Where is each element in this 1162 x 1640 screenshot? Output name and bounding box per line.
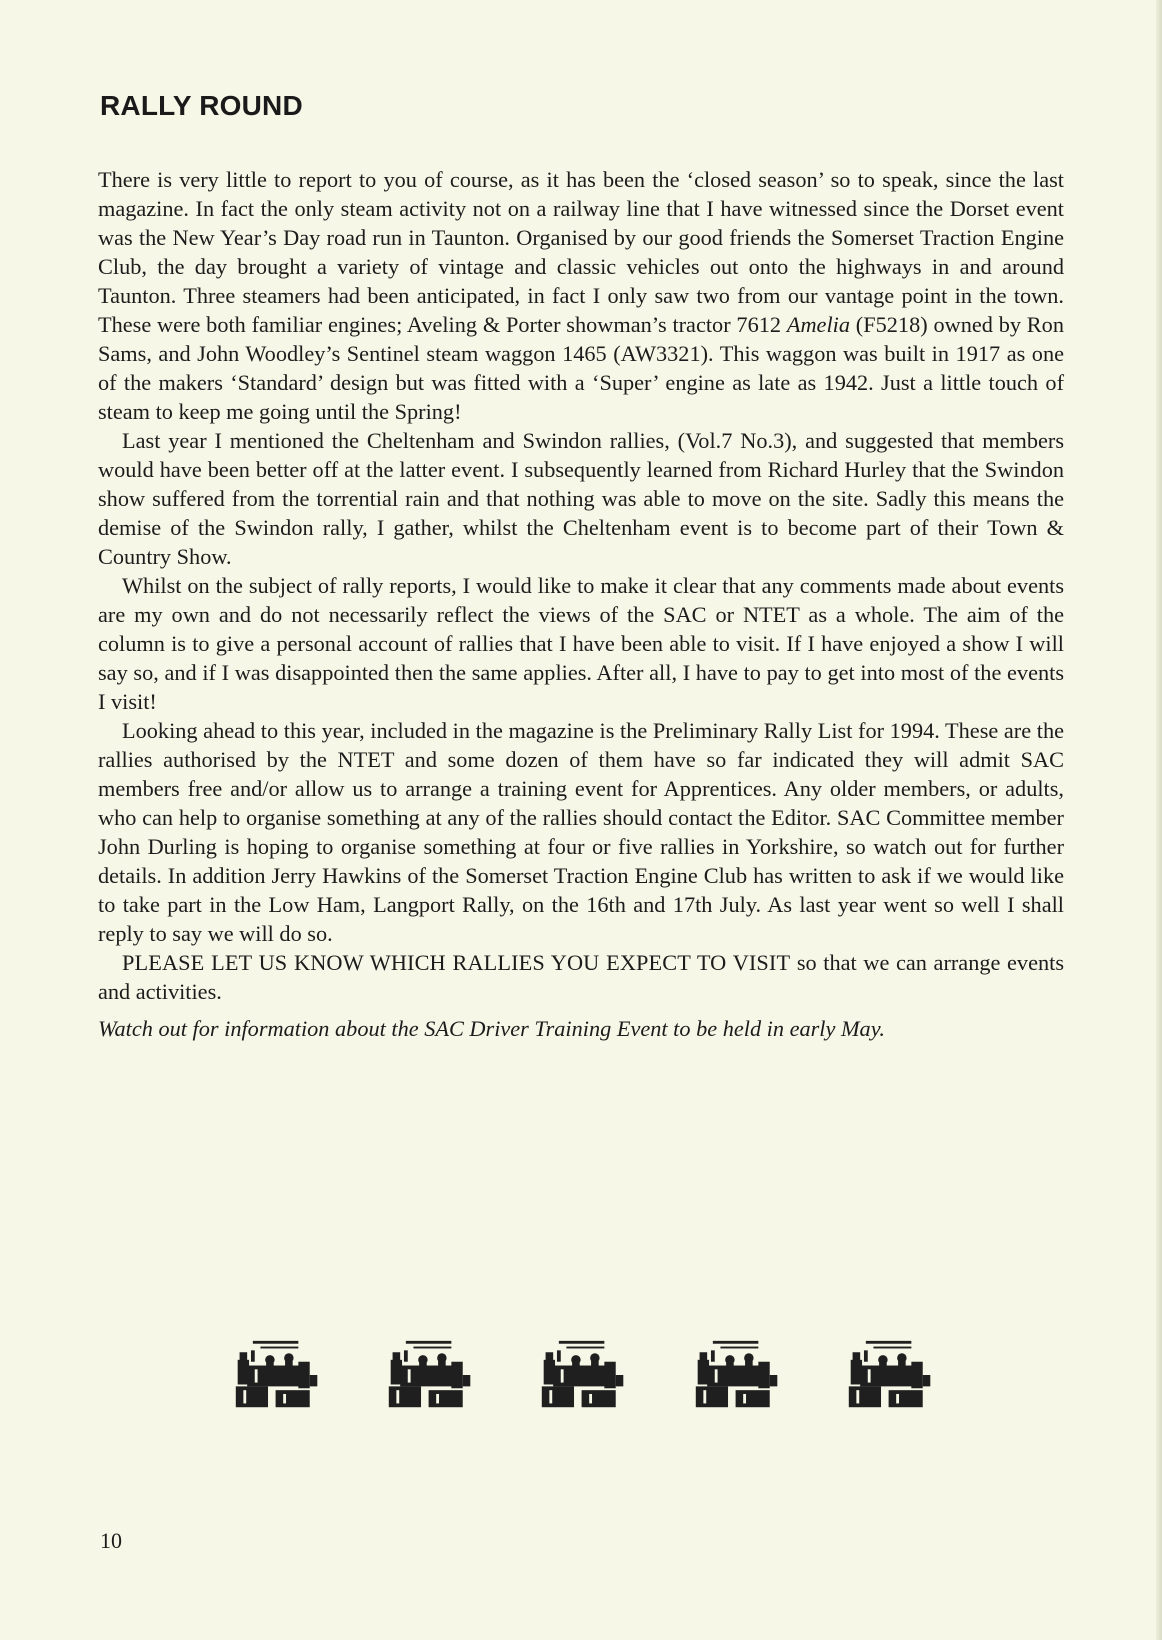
- engine-name: Amelia: [786, 312, 850, 337]
- paragraph-1-text-a: There is very little to report to you of course, as it has been the ‘closed season’ so to speak, since the last magazine. In fact the only steam activity not on a railway line that I have witnessed since the Dorset event was the New Year’s Day road run in Taunton. Organised by our good friends the Somerset Traction Engine Club, the day brought a variety of vintage and classic vehicles out onto the highways in and around Taunton. Three steamers had been anticipated, in fact I only saw two from our vantage point in the town. These were both familiar engines; Aveling & Porter showman’s tractor 7612: [98, 167, 1064, 337]
- paragraph-2: Last year I mentioned the Cheltenham and Swindon rallies, (Vol.7 No.3), and suggested that members would have been better off at the latter event. I subsequently learned from Richard Hurley that the Swindon show suffered from the torrential rain and that nothing was able to move on the site. Sadly this means the demise of the Swindon rally, I gather, whilst the Cheltenham event is to become part of their Town & Country Show.: [98, 428, 1064, 569]
- article-body: [98, 165, 1064, 1043]
- page-number: 10: [100, 1528, 122, 1553]
- paragraph-1: [98, 165, 1064, 426]
- paragraph-1-text-b: (F5218) owned by Ron Sams, and John Woodley’s Sentinel steam waggon 1465 (AW3321). This waggon was built in 1917 as one of the makers ‘Standard’ design but was fitted with a ‘Super’ engine as late as 1942. Just a little touch of steam to keep me going until the Spring!: [98, 312, 1064, 424]
- paragraph-3: Whilst on the subject of rally reports, I would like to make it clear that any comments made about events are my own and do not necessarily reflect the views of the SAC or NTET as a whole. The aim of the column is to give a personal account of rallies that I have been able to visit. If I have enjoyed a show I will say so, and if I was disappointed then the same applies. After all, I have to pay to get into most of the events I visit!: [98, 573, 1064, 714]
- traction-engine-icon: [845, 1335, 932, 1415]
- traction-engine-icon: [232, 1335, 319, 1415]
- page-edge-shadow: [1156, 0, 1162, 1640]
- paragraph-5-text: so that we can arrange events and activities.: [98, 950, 1064, 1004]
- traction-engine-icon: [538, 1335, 625, 1415]
- article-title: RALLY ROUND: [100, 90, 303, 121]
- traction-engine-row: [232, 1335, 932, 1415]
- paragraph-5: [98, 948, 1064, 1006]
- paragraph-5-caps: PLEASE LET US KNOW WHICH RALLIES YOU EXPECT TO VISIT: [122, 950, 791, 975]
- closing-note: Watch out for information about the SAC Driver Training Event to be held in early May.: [98, 1016, 885, 1041]
- traction-engine-icon: [692, 1335, 779, 1415]
- traction-engine-icon: [385, 1335, 472, 1415]
- paragraph-4: Looking ahead to this year, included in the magazine is the Preliminary Rally List for 1994. These are the rallies authorised by the NTET and some dozen of them have so far indicated they will admit SAC members free and/or allow us to arrange a training event for Apprentices. Any older members, or adults, who can help to organise something at any of the rallies should contact the Editor. SAC Committee member John Durling is hoping to organise something at four or five rallies in Yorkshire, so watch out for further details. In addition Jerry Hawkins of the Somerset Traction Engine Club has written to ask if we would like to take part in the Low Ham, Langport Rally, on the 16th and 17th July. As last year went so well I shall reply to say we will do so.: [98, 718, 1064, 946]
